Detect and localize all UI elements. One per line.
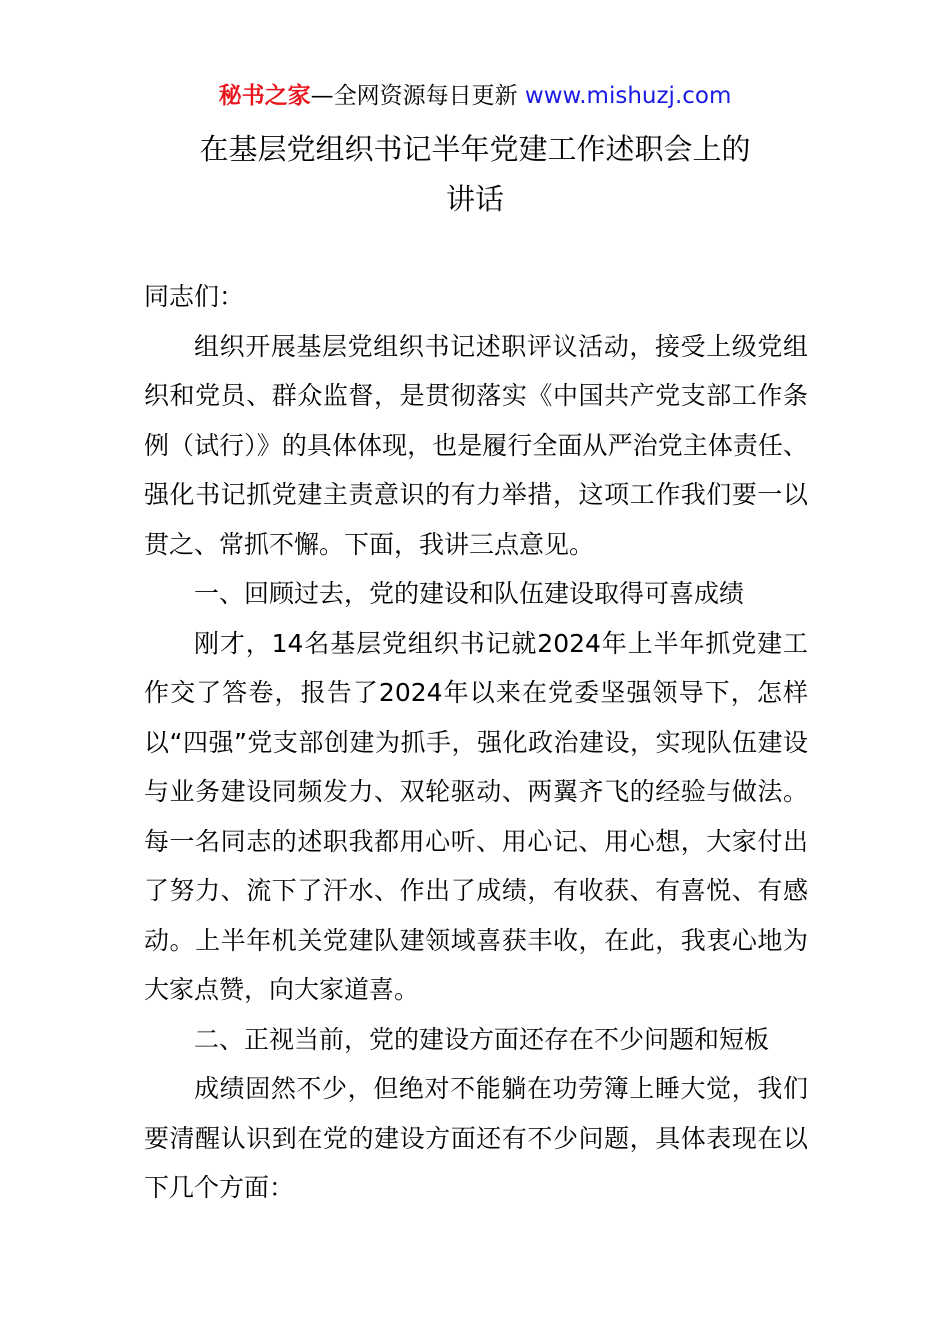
- paragraph-problems: 成绩固然不少，但绝对不能躺在功劳簿上睡大觉，我们要清醒认识到在党的建设方面还有不少问题，具体表现在以下几个方面：: [144, 1074, 808, 1202]
- paragraph-review: 刚才，14名基层党组织书记就2024年上半年抓党建工作交了答卷，报告了2024年以来在党委坚强领导下，怎样以“四强”党支部创建为抓手，强化政治建设，实现队伍建设与业务建设同频发力、双轮驱动、两翼齐飞的经验与做法。每一名同志的述职我都用心听、用心记、用心想，大家付出了努力、流下了汗水、作出了成绩，有收获、有喜悦、有感动。上半年机关党建队建领域喜获丰收，在此，我衷心地为大家点赞，向大家道喜。: [144, 628, 808, 1004]
- paragraph-intro: 组织开展基层党组织书记述职评议活动，接受上级党组织和党员、群众监督，是贯彻落实《中国共产党支部工作条例（试行）》的具体体现，也是履行全面从严治党主体责任、强化书记抓党建主责意识的有力举措，这项工作我们要一以贯之、常抓不懈。下面，我讲三点意见。: [144, 331, 808, 559]
- title-line-1: 在基层党组织书记半年党建工作述职会上的: [199, 132, 751, 166]
- brand-name: 秘书之家: [218, 83, 311, 109]
- document-title: [100, 124, 850, 224]
- section-heading-1: 一、回顾过去，党的建设和队伍建设取得可喜成绩: [194, 579, 745, 608]
- section-heading-2: 二、正视当前，党的建设方面还存在不少问题和短板: [194, 1024, 770, 1054]
- site-header: [0, 80, 950, 112]
- header-tagline: —全网资源每日更新: [310, 83, 518, 109]
- site-url-link[interactable]: www.mishuzj.com: [524, 83, 732, 109]
- title-line-2: 讲话: [445, 182, 504, 216]
- document-body: [144, 272, 808, 1213]
- salutation: 同志们：: [144, 282, 245, 311]
